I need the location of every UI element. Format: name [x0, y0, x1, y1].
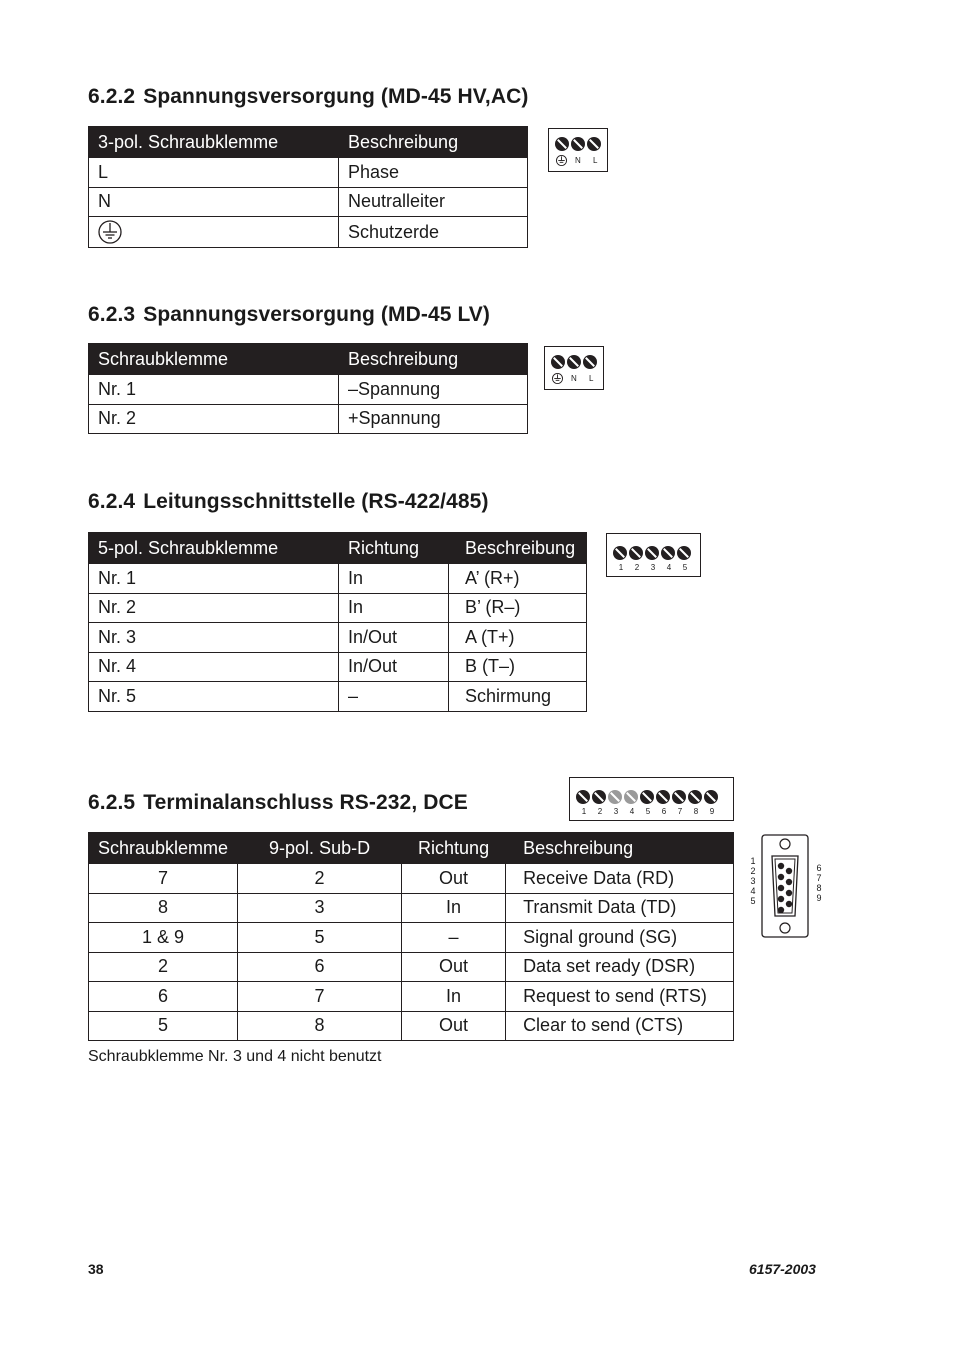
- pin-label: 2: [597, 807, 603, 816]
- section-title: Leitungsschnittstelle (RS-422/485): [143, 490, 489, 513]
- screw-terminal-icon: [571, 137, 585, 151]
- table-cell: 5: [238, 923, 402, 953]
- table-row: [89, 923, 734, 953]
- table-cell: Nr. 3: [89, 623, 339, 653]
- pin-label: 3: [750, 876, 756, 886]
- table-cell: Out: [402, 864, 506, 894]
- table-cell: Neutralleiter: [339, 187, 528, 217]
- table-cell: Data set ready (DSR): [506, 952, 734, 982]
- table-cell: In: [339, 593, 449, 623]
- table-header-row: [89, 533, 587, 564]
- table-cell: Nr. 1: [89, 564, 339, 594]
- sub-d-9-connector-icon: [748, 834, 828, 940]
- table-cell: 8: [238, 1011, 402, 1041]
- table-cell: –: [402, 923, 506, 953]
- section-number: 6.2.5: [88, 791, 136, 814]
- table-row: [89, 623, 587, 653]
- table-cell: 7: [89, 864, 238, 894]
- screw-terminal-icon: [613, 546, 627, 560]
- column-header: Richtung: [402, 833, 506, 864]
- protective-earth-icon: [98, 220, 122, 244]
- table-row: [89, 593, 587, 623]
- table-cell: In/Out: [339, 652, 449, 682]
- table-cell: Schutzerde: [339, 217, 528, 248]
- table-cell: 5: [89, 1011, 238, 1041]
- table-row: [89, 158, 528, 188]
- pin-label: N: [571, 374, 577, 383]
- table-6-2-5: [88, 832, 734, 1041]
- column-header: 9-pol. Sub-D: [238, 833, 402, 864]
- table-row: [89, 952, 734, 982]
- pin-label: 9: [816, 893, 822, 903]
- pin-label: 2: [750, 866, 756, 876]
- pin-label: 5: [682, 563, 688, 572]
- table-row: [89, 187, 528, 217]
- pin-label: 6: [816, 863, 822, 873]
- table-cell: B (T–): [449, 652, 587, 682]
- page-number: 38: [88, 1261, 104, 1277]
- column-header: Beschreibung: [339, 127, 528, 158]
- pin-label: 5: [645, 807, 651, 816]
- screw-terminal-icon: [640, 790, 654, 804]
- table-cell: A (T+): [449, 623, 587, 653]
- screw-terminal-icon: [645, 546, 659, 560]
- terminal-block-5-pole-icon: [606, 533, 701, 577]
- table-cell: Request to send (RTS): [506, 982, 734, 1012]
- table-cell: Schirmung: [449, 682, 587, 712]
- table-cell: In: [402, 982, 506, 1012]
- terminal-block-3-pole-icon: [544, 346, 604, 390]
- column-header: Schraubklemme: [89, 344, 339, 375]
- table-cell: B’ (R–): [449, 593, 587, 623]
- pin-label: 5: [750, 896, 756, 906]
- table-cell: Out: [402, 952, 506, 982]
- screw-terminal-icon: [688, 790, 702, 804]
- pin-label: 4: [750, 886, 756, 896]
- screw-terminal-icon: [672, 790, 686, 804]
- table-row: [89, 404, 528, 434]
- pin-label: 1: [618, 563, 624, 572]
- screw-terminal-icon: [583, 355, 597, 369]
- section-heading-6-2-5: [88, 791, 468, 815]
- table-note: Schraubklemme Nr. 3 und 4 nicht benutzt: [88, 1048, 382, 1065]
- screw-terminal-icon: [555, 137, 569, 151]
- table-cell: L: [89, 158, 339, 188]
- screw-terminal-icon: [592, 790, 606, 804]
- table-cell: Nr. 2: [89, 404, 339, 434]
- column-header: Schraubklemme: [89, 833, 238, 864]
- pin-label: 3: [613, 807, 619, 816]
- table-cell: 8: [89, 893, 238, 923]
- column-header: 3-pol. Schraubklemme: [89, 127, 339, 158]
- pin-label: 7: [677, 807, 683, 816]
- table-row: [89, 652, 587, 682]
- table-cell: 2: [89, 952, 238, 982]
- screw-terminal-unused-icon: [624, 790, 638, 804]
- screw-terminal-icon: [704, 790, 718, 804]
- pin-label: 4: [629, 807, 635, 816]
- table-cell: Phase: [339, 158, 528, 188]
- table-row: [89, 864, 734, 894]
- pin-label: 2: [634, 563, 640, 572]
- table-cell: Nr. 2: [89, 593, 339, 623]
- pin-label: 1: [581, 807, 587, 816]
- table-cell: Receive Data (RD): [506, 864, 734, 894]
- table-cell: In: [402, 893, 506, 923]
- pin-label: 3: [650, 563, 656, 572]
- table-header-row: [89, 344, 528, 375]
- section-title: Terminalanschluss RS-232, DCE: [143, 791, 468, 814]
- table-row: [89, 375, 528, 405]
- table-cell: Nr. 5: [89, 682, 339, 712]
- table-row: [89, 564, 587, 594]
- column-header: Beschreibung: [506, 833, 734, 864]
- pin-label: 1: [750, 856, 756, 866]
- section-title: Spannungsversorgung (MD-45 LV): [143, 303, 491, 326]
- screw-terminal-icon: [661, 546, 675, 560]
- section-title: Spannungsversorgung (MD-45 HV,AC): [143, 85, 529, 108]
- pin-label: N: [575, 156, 581, 165]
- table-cell: +Spannung: [339, 404, 528, 434]
- screw-terminal-icon: [677, 546, 691, 560]
- pin-label: 7: [816, 873, 822, 883]
- table-cell: –Spannung: [339, 375, 528, 405]
- table-header-row: [89, 127, 528, 158]
- document-number: 6157-2003: [749, 1261, 816, 1277]
- table-row: [89, 893, 734, 923]
- table-cell: Signal ground (SG): [506, 923, 734, 953]
- column-header: Richtung: [339, 533, 449, 564]
- screw-terminal-unused-icon: [608, 790, 622, 804]
- section-heading-6-2-2: [88, 85, 528, 109]
- terminal-block-9-pole-icon: [569, 777, 734, 821]
- screw-terminal-icon: [656, 790, 670, 804]
- table-cell: Transmit Data (TD): [506, 893, 734, 923]
- table-cell: Out: [402, 1011, 506, 1041]
- screw-terminal-icon: [629, 546, 643, 560]
- table-header-row: [89, 833, 734, 864]
- pin-label: 9: [709, 807, 715, 816]
- section-heading-6-2-4: [88, 490, 489, 514]
- screw-terminal-icon: [567, 355, 581, 369]
- table-row: [89, 1011, 734, 1041]
- pin-label: L: [589, 374, 594, 383]
- section-number: 6.2.2: [88, 85, 136, 108]
- section-heading-6-2-3: [88, 303, 490, 327]
- table-cell: –: [339, 682, 449, 712]
- table-row: [89, 982, 734, 1012]
- pin-label: 8: [693, 807, 699, 816]
- screw-terminal-icon: [576, 790, 590, 804]
- table-6-2-4: [88, 532, 587, 712]
- section-number: 6.2.4: [88, 490, 136, 513]
- pin-label: L: [593, 156, 598, 165]
- table-cell: 1 & 9: [89, 923, 238, 953]
- column-header: Beschreibung: [449, 533, 587, 564]
- table-cell: 2: [238, 864, 402, 894]
- screw-terminal-icon: [551, 355, 565, 369]
- table-cell: 3: [238, 893, 402, 923]
- pin-label: 4: [666, 563, 672, 572]
- table-cell: Clear to send (CTS): [506, 1011, 734, 1041]
- terminal-block-3-pole-icon: [548, 128, 608, 172]
- table-cell: Nr. 1: [89, 375, 339, 405]
- pin-label: 8: [816, 883, 822, 893]
- pin-label: 6: [661, 807, 667, 816]
- table-6-2-3: [88, 343, 528, 434]
- table-cell: A’ (R+): [449, 564, 587, 594]
- table-cell: 6: [238, 952, 402, 982]
- table-cell: 7: [238, 982, 402, 1012]
- table-row: [89, 682, 587, 712]
- table-6-2-2: [88, 126, 528, 248]
- section-number: 6.2.3: [88, 303, 136, 326]
- column-header: 5-pol. Schraubklemme: [89, 533, 339, 564]
- table-row: [89, 217, 528, 248]
- table-cell: In: [339, 564, 449, 594]
- table-cell: In/Out: [339, 623, 449, 653]
- protective-earth-icon: [556, 155, 567, 166]
- table-cell: N: [89, 187, 339, 217]
- table-cell: Nr. 4: [89, 652, 339, 682]
- table-cell: [89, 217, 339, 248]
- screw-terminal-icon: [587, 137, 601, 151]
- table-cell: 6: [89, 982, 238, 1012]
- column-header: Beschreibung: [339, 344, 528, 375]
- protective-earth-icon: [552, 373, 563, 384]
